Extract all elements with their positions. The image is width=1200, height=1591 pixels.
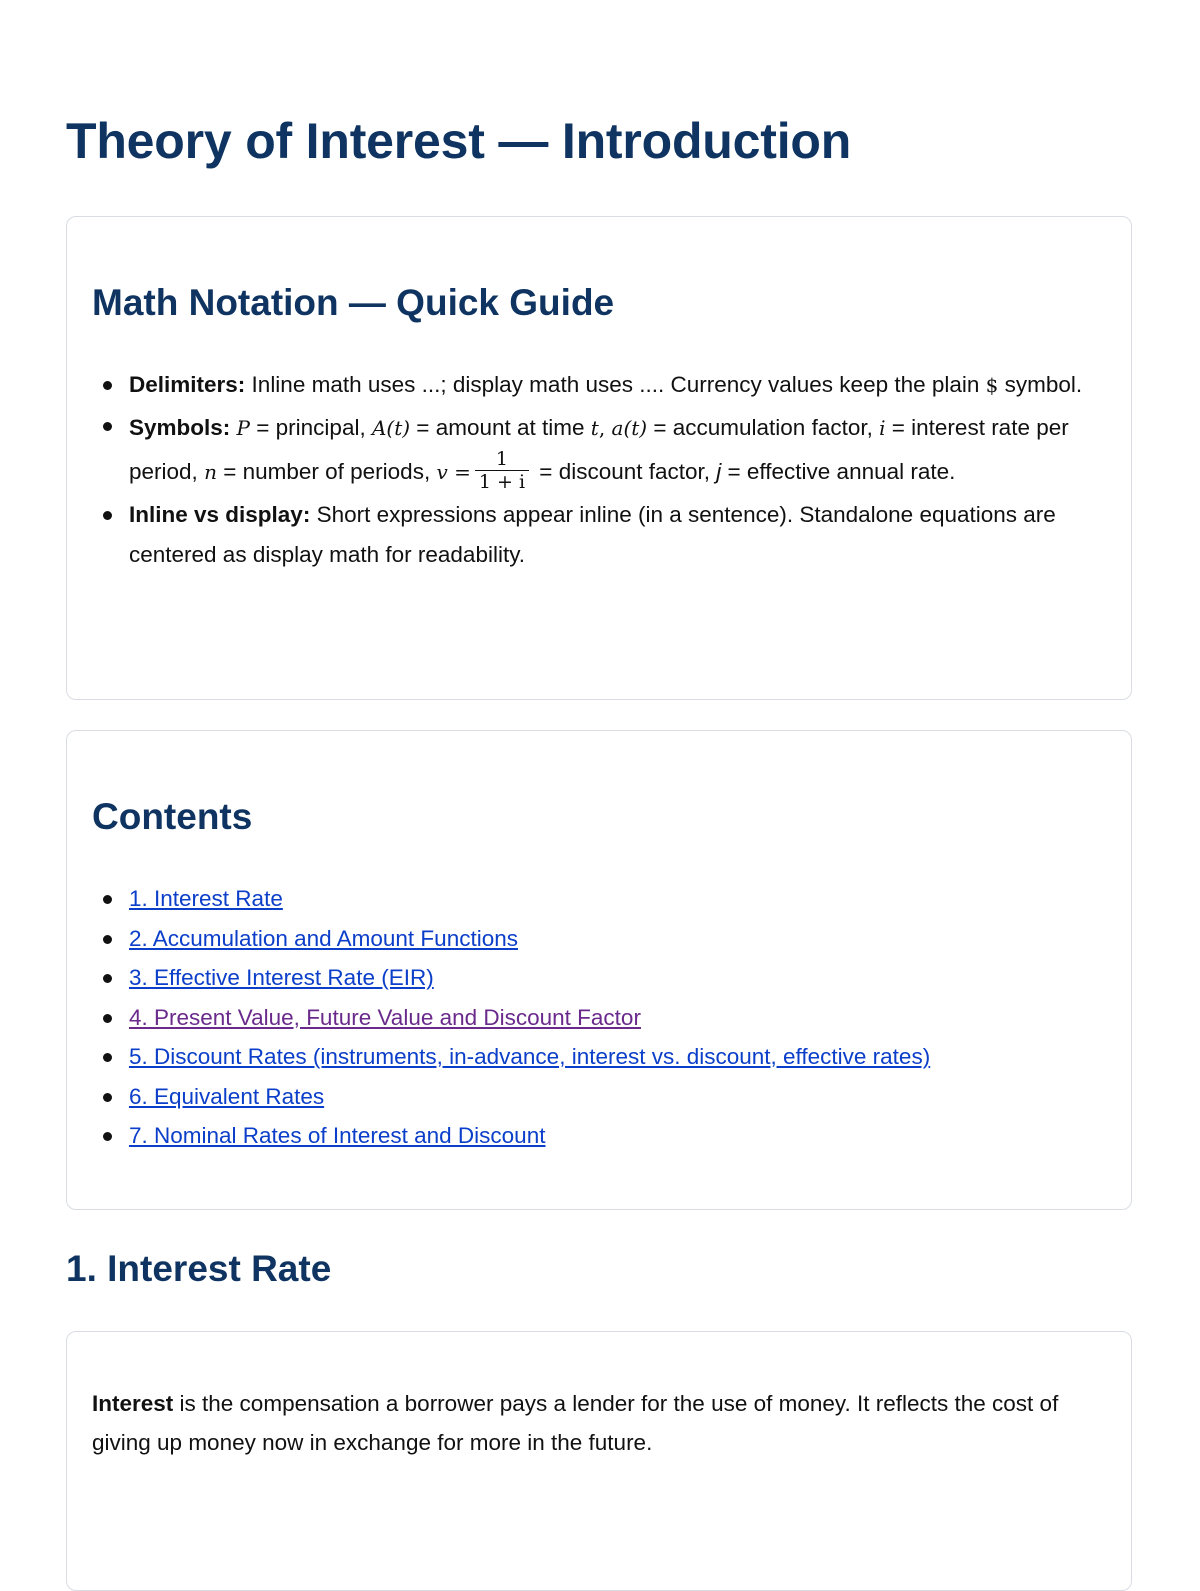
interest-rate-card — [66, 1331, 1132, 1591]
inline-display-text: Short expressions appear inline (in a sentence). Standalone equations are centered as display math for readability. — [129, 502, 1056, 567]
toc-link-interest-rate[interactable]: 1. Interest Rate — [129, 886, 283, 911]
toc-link-discount-rates[interactable]: 5. Discount Rates (instruments, in-advance, interest vs. discount, effective rates) — [129, 1044, 931, 1069]
contents-list — [129, 879, 1109, 1156]
dollar-symbol: $ — [985, 373, 999, 397]
math-n: n — [204, 459, 217, 484]
notation-card — [66, 216, 1132, 700]
toc-item — [129, 958, 1109, 998]
interest-term: Interest — [92, 1391, 174, 1416]
section-heading-interest-rate: 1. Interest Rate — [66, 1248, 332, 1289]
toc-link-equivalent-rates[interactable]: 6. Equivalent Rates — [129, 1083, 325, 1109]
contents-heading: Contents — [92, 796, 253, 837]
math-P: P — [236, 415, 251, 440]
list-item — [129, 365, 1109, 406]
toc-link-nominal-rates[interactable]: 7. Nominal Rates of Interest and Discount — [129, 1123, 546, 1148]
toc-item — [129, 1077, 1109, 1117]
symbols-text-3: = accumulation factor, — [647, 414, 880, 440]
symbols-text-4: = interest rate per period, — [129, 414, 1069, 484]
fraction-numerator: 1 — [495, 448, 508, 471]
toc-link-accumulation[interactable]: 2. Accumulation and Amount Functions — [129, 925, 518, 951]
delimiters-text-end: symbol. — [998, 372, 1083, 397]
symbols-text-2: = amount at time — [410, 414, 591, 440]
list-item — [129, 406, 1109, 496]
math-v: v = — [436, 459, 471, 484]
discount-fraction — [475, 448, 529, 493]
interest-definition — [92, 1384, 1101, 1462]
math-t: t — [590, 415, 599, 440]
list-item — [129, 495, 1109, 574]
toc-item — [129, 879, 1109, 919]
math-a: a(t) — [611, 415, 648, 440]
toc-link-effective-rate[interactable]: 3. Effective Interest Rate (EIR) — [129, 965, 434, 990]
interest-definition-text: is the compensation a borrower pays a lender for the use of money. It reflects the cost of giving up money now in exchange for more in the future. — [92, 1391, 1059, 1455]
symbols-label: Symbols: — [129, 414, 231, 440]
math-comma: , — [598, 415, 612, 440]
symbols-text-5: = number of periods, — [216, 458, 437, 484]
delimiters-label: Delimiters: — [129, 372, 246, 397]
toc-item — [129, 998, 1109, 1038]
contents-card — [66, 730, 1132, 1210]
math-A: A(t) — [371, 415, 411, 440]
toc-item — [129, 1037, 1109, 1077]
page-title: Theory of Interest — Introduction — [66, 113, 852, 169]
symbols-text-6: = discount factor, — [533, 458, 717, 484]
delimiters-text: Inline math uses ...; display math uses .... Currency values keep the plain — [245, 372, 986, 397]
symbols-text-7: = effective annual rate. — [721, 458, 956, 484]
math-j: j — [716, 458, 722, 484]
notation-list — [129, 365, 1109, 574]
math-i: i — [879, 415, 886, 440]
notation-heading: Math Notation — Quick Guide — [92, 282, 615, 323]
toc-item — [129, 1116, 1109, 1156]
fraction-denominator: 1 + i — [475, 470, 529, 493]
inline-display-label: Inline vs display: — [129, 502, 311, 528]
toc-link-present-value[interactable]: 4. Present Value, Future Value and Discount Factor — [129, 1004, 641, 1030]
toc-item — [129, 919, 1109, 959]
symbols-text-1: = principal, — [250, 414, 372, 440]
